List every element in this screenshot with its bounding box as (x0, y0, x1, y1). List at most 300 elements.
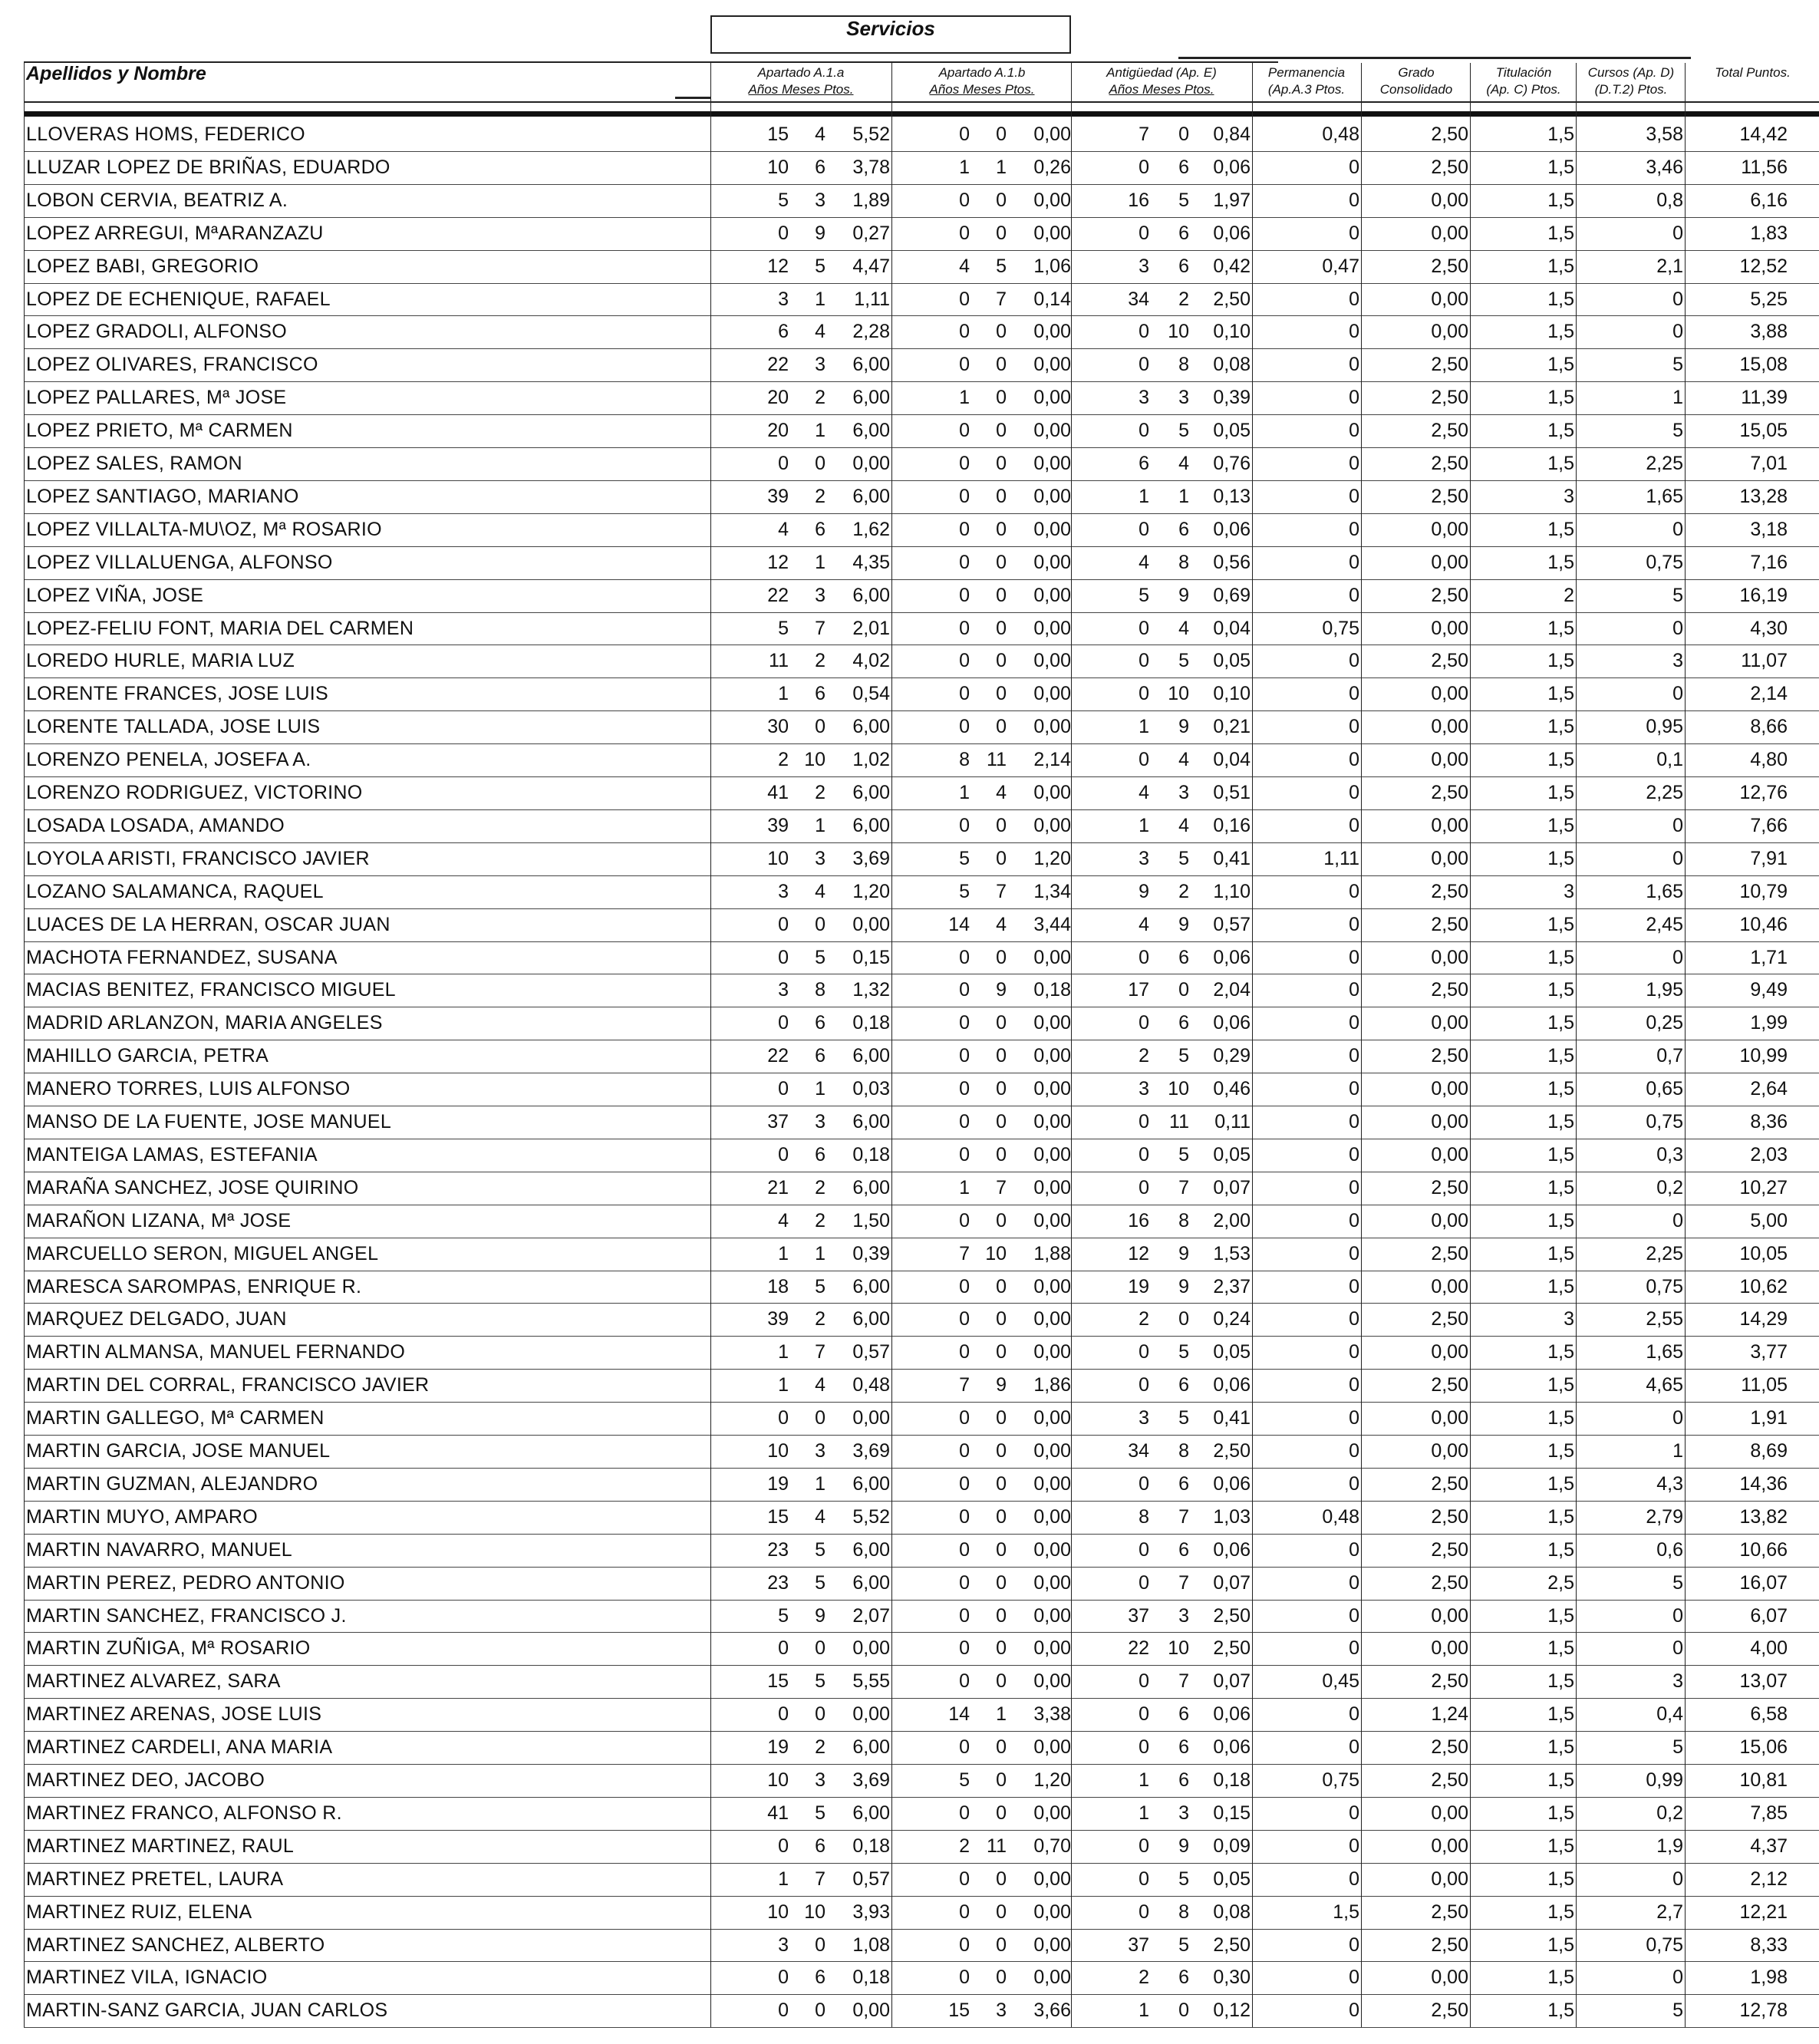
cell-a1a-months: 1 (815, 1242, 825, 1264)
cell-ant-years: 1 (1139, 485, 1149, 507)
cell-a1a-points: 0,18 (852, 1012, 890, 1034)
cell-a1a-years: 15 (767, 124, 789, 145)
cell-cursos: 3 (1672, 1670, 1683, 1693)
cell-cursos: 0 (1672, 617, 1683, 639)
table-row (0, 579, 1819, 612)
cell-cursos: 5 (1672, 1999, 1683, 2022)
cell-ant-months: 9 (1178, 913, 1189, 935)
cell-cursos: 0 (1672, 321, 1683, 343)
cell-grado: 0,00 (1431, 321, 1468, 343)
cell-grado: 2,50 (1431, 1308, 1468, 1330)
cell-cursos: 0 (1672, 1407, 1683, 1429)
cell-a1b-years: 0 (959, 1637, 970, 1660)
cell-permanencia: 0 (1349, 782, 1359, 803)
cell-a1b-points: 0,26 (1033, 156, 1071, 178)
cell-grado: 0,00 (1431, 1637, 1468, 1660)
cell-a1b-months: 0 (996, 1341, 1007, 1363)
col-permanencia-units: (Ap.A.3 Ptos. (1267, 82, 1346, 97)
cell-grado: 2,50 (1431, 1374, 1468, 1396)
cell-grado: 2,50 (1431, 913, 1468, 935)
cell-ant-years: 3 (1139, 1078, 1149, 1100)
cell-cursos: 0,2 (1656, 1176, 1683, 1198)
cell-a1a-points: 0,27 (852, 222, 890, 244)
row-name-cell: LLUZAR LOPEZ DE BRIÑAS, EDUARDO (26, 156, 390, 178)
table-row (0, 1172, 1819, 1205)
cell-a1a-years: 15 (767, 1670, 789, 1693)
cell-ant-years: 3 (1139, 255, 1149, 277)
cell-titulacion: 1,5 (1547, 1472, 1574, 1495)
cell-a1b-months: 3 (996, 1999, 1007, 2022)
cell-a1b-months: 11 (987, 1835, 1007, 1857)
cell-ant-months: 6 (1178, 518, 1189, 540)
cell-a1b-years: 0 (959, 650, 970, 672)
cell-total: 11,07 (1741, 650, 1788, 672)
cell-total: 16,19 (1739, 584, 1788, 606)
cell-a1b-points: 0,00 (1033, 1341, 1071, 1363)
cell-grado: 2,50 (1431, 1736, 1468, 1759)
cell-a1a-months: 4 (815, 880, 825, 902)
cell-ant-points: 0,06 (1213, 518, 1251, 540)
cell-permanencia: 0 (1349, 1440, 1359, 1462)
cell-grado: 0,00 (1431, 1440, 1468, 1462)
cell-a1a-months: 6 (815, 1012, 825, 1034)
cell-ant-years: 4 (1139, 913, 1149, 935)
cell-a1a-months: 4 (815, 321, 825, 343)
table-row (0, 1369, 1819, 1402)
cell-a1a-points: 1,50 (852, 1209, 890, 1231)
cell-ant-points: 0,18 (1213, 1769, 1251, 1791)
cell-ant-years: 3 (1139, 847, 1149, 869)
cell-ant-months: 6 (1178, 1967, 1189, 1989)
cell-total: 2,14 (1750, 683, 1788, 705)
row-name-cell: MARTINEZ FRANCO, ALFONSO R. (26, 1802, 342, 1824)
cell-cursos: 0 (1672, 847, 1683, 869)
cell-a1b-points: 0,00 (1033, 1868, 1071, 1890)
cell-a1b-months: 5 (996, 255, 1007, 277)
cell-a1b-years: 0 (959, 518, 970, 540)
cell-ant-years: 0 (1139, 354, 1149, 376)
cell-total: 12,21 (1739, 1901, 1788, 1923)
cell-a1a-points: 6,00 (852, 814, 890, 836)
col-cursos-units: (D.T.2) Ptos. (1594, 82, 1668, 97)
cell-a1a-years: 21 (767, 1176, 789, 1198)
cell-ant-years: 9 (1139, 880, 1149, 902)
cell-a1a-months: 2 (815, 387, 825, 409)
row-name-cell: MARTINEZ DEO, JACOBO (26, 1769, 265, 1791)
cell-cursos: 0,3 (1656, 1143, 1683, 1165)
cell-total: 1,98 (1750, 1967, 1788, 1989)
cell-cursos: 2,25 (1646, 782, 1683, 803)
cell-ant-points: 0,05 (1213, 650, 1251, 672)
cell-grado: 2,50 (1431, 1176, 1468, 1198)
cell-ant-years: 0 (1139, 1835, 1149, 1857)
table-row (0, 184, 1819, 217)
cell-ant-points: 0,06 (1213, 1374, 1251, 1396)
cell-grado: 2,50 (1431, 255, 1468, 277)
cell-ant-years: 12 (1128, 1242, 1149, 1264)
cell-grado: 2,50 (1431, 1670, 1468, 1693)
cell-a1b-months: 11 (987, 749, 1007, 771)
cell-ant-months: 10 (1168, 1637, 1189, 1660)
cell-titulacion: 1,5 (1547, 1012, 1574, 1034)
cell-ant-points: 0,04 (1213, 749, 1251, 771)
cell-total: 13,82 (1739, 1505, 1788, 1528)
cell-a1a-points: 6,00 (852, 584, 890, 606)
cell-a1a-points: 0,39 (852, 1242, 890, 1264)
table-row (0, 1665, 1819, 1698)
cell-a1a-months: 2 (815, 485, 825, 507)
cell-ant-years: 0 (1139, 1341, 1149, 1363)
cell-a1a-points: 1,02 (852, 749, 890, 771)
table-row (0, 743, 1819, 776)
table-row (0, 1073, 1819, 1106)
cell-a1b-months: 1 (996, 156, 1007, 178)
table-row (0, 381, 1819, 414)
cell-a1b-years: 0 (959, 1275, 970, 1297)
cell-ant-months: 8 (1178, 1209, 1189, 1231)
cell-titulacion: 1,5 (1547, 1341, 1574, 1363)
cell-a1a-points: 6,00 (852, 1736, 890, 1759)
cell-a1a-years: 0 (778, 1407, 789, 1429)
cell-ant-months: 6 (1178, 1472, 1189, 1495)
cell-grado: 0,00 (1431, 1209, 1468, 1231)
cell-a1b-points: 0,00 (1033, 716, 1071, 738)
cell-a1b-years: 0 (959, 1538, 970, 1561)
cell-permanencia: 0 (1349, 880, 1359, 902)
cell-ant-months: 4 (1178, 617, 1189, 639)
cell-a1b-years: 0 (959, 1209, 970, 1231)
cell-a1b-months: 0 (996, 354, 1007, 376)
cell-ant-points: 0,12 (1213, 1999, 1251, 2022)
cell-a1a-points: 4,35 (852, 551, 890, 573)
cell-a1a-points: 0,00 (852, 1703, 890, 1726)
cell-ant-points: 0,05 (1213, 1143, 1251, 1165)
cell-titulacion: 1,5 (1547, 1868, 1574, 1890)
cell-grado: 2,50 (1431, 1901, 1468, 1923)
cell-ant-years: 0 (1139, 1012, 1149, 1034)
cell-a1b-months: 7 (996, 1176, 1007, 1198)
cell-a1b-months: 0 (996, 1637, 1007, 1660)
cell-a1b-points: 0,00 (1033, 518, 1071, 540)
cell-a1a-years: 1 (778, 1868, 789, 1890)
row-name-cell: LOPEZ PALLARES, Mª JOSE (26, 387, 287, 409)
cell-cursos: 0,7 (1656, 1045, 1683, 1067)
cell-permanencia: 0,75 (1322, 1769, 1359, 1791)
cell-a1b-points: 1,34 (1033, 880, 1071, 902)
table-row (0, 1007, 1819, 1040)
cell-a1b-months: 0 (996, 1078, 1007, 1100)
cell-total: 15,06 (1739, 1736, 1788, 1759)
cell-cursos: 0,25 (1646, 1012, 1683, 1034)
cell-ant-years: 0 (1139, 1736, 1149, 1759)
column-divider (1470, 63, 1471, 2027)
cell-a1a-years: 4 (778, 1209, 789, 1231)
cell-a1a-points: 4,02 (852, 650, 890, 672)
cell-a1a-years: 3 (778, 288, 789, 310)
cell-total: 11,56 (1741, 156, 1788, 178)
row-name-cell: MARTIN NAVARRO, MANUEL (26, 1538, 292, 1561)
cell-ant-points: 0,16 (1213, 814, 1251, 836)
cell-a1b-months: 0 (996, 551, 1007, 573)
col-grado-units: Consolidado (1379, 82, 1453, 97)
cell-a1a-years: 12 (767, 551, 789, 573)
cell-ant-months: 7 (1178, 1176, 1189, 1198)
cell-a1b-points: 0,00 (1033, 1571, 1071, 1594)
cell-total: 4,37 (1750, 1835, 1788, 1857)
cell-a1b-points: 2,14 (1033, 749, 1071, 771)
cell-titulacion: 1,5 (1547, 1604, 1574, 1627)
cell-permanencia: 0 (1349, 1703, 1359, 1726)
table-row (0, 842, 1819, 875)
cell-ant-months: 5 (1178, 1045, 1189, 1067)
cell-permanencia: 0 (1349, 1472, 1359, 1495)
column-divider (1361, 63, 1362, 2027)
cell-ant-points: 0,51 (1213, 782, 1251, 803)
cell-titulacion: 1,5 (1547, 420, 1574, 442)
cell-ant-months: 7 (1178, 1571, 1189, 1594)
cell-a1a-years: 22 (767, 1045, 789, 1067)
cell-total: 11,39 (1741, 387, 1788, 409)
cell-grado: 0,00 (1431, 1078, 1468, 1100)
table-row (0, 1896, 1819, 1929)
cell-grado: 0,00 (1431, 716, 1468, 738)
cell-total: 15,05 (1739, 420, 1788, 442)
cell-titulacion: 1,5 (1547, 979, 1574, 1001)
cell-a1b-months: 0 (996, 222, 1007, 244)
row-name-cell: MARTIN-SANZ GARCIA, JUAN CARLOS (26, 1999, 388, 2022)
cell-permanencia: 0 (1349, 1604, 1359, 1627)
cell-cursos: 0 (1672, 288, 1683, 310)
cell-a1b-years: 0 (959, 1505, 970, 1528)
cell-ant-months: 2 (1178, 288, 1189, 310)
cell-ant-points: 0,06 (1213, 946, 1251, 968)
cell-ant-points: 1,53 (1213, 1242, 1251, 1264)
cell-a1b-points: 3,66 (1033, 1999, 1071, 2022)
cell-cursos: 0 (1672, 683, 1683, 705)
row-name-cell: LOPEZ GRADOLI, ALFONSO (26, 321, 288, 343)
cell-a1b-years: 14 (948, 1703, 970, 1726)
cell-a1a-months: 3 (815, 847, 825, 869)
cell-a1a-months: 5 (815, 946, 825, 968)
cell-ant-points: 0,07 (1213, 1670, 1251, 1693)
cell-ant-points: 2,37 (1213, 1275, 1251, 1297)
table-row (0, 1139, 1819, 1172)
cell-a1b-points: 0,00 (1033, 1111, 1071, 1132)
cell-cursos: 0,6 (1656, 1538, 1683, 1561)
cell-permanencia: 0 (1349, 1967, 1359, 1989)
cell-a1a-months: 9 (815, 1604, 825, 1627)
table-row (0, 1336, 1819, 1369)
cell-ant-years: 0 (1139, 1538, 1149, 1561)
cell-permanencia: 0 (1349, 354, 1359, 376)
cell-a1a-points: 3,78 (852, 156, 890, 178)
col-titulacion-units: (Ap. C) Ptos. (1486, 82, 1561, 97)
cell-total: 13,28 (1739, 485, 1788, 507)
cell-a1a-months: 0 (815, 913, 825, 935)
cell-a1a-months: 5 (815, 1275, 825, 1297)
cell-total: 8,33 (1750, 1934, 1788, 1956)
cell-grado: 2,50 (1431, 1472, 1468, 1495)
col-permanencia-title: Permanencia (1267, 65, 1346, 80)
cell-a1b-years: 1 (959, 1176, 970, 1198)
cell-a1a-years: 37 (767, 1111, 789, 1132)
cell-ant-years: 0 (1139, 946, 1149, 968)
cell-a1b-points: 0,18 (1033, 979, 1071, 1001)
cell-ant-points: 0,69 (1213, 584, 1251, 606)
cell-a1a-points: 1,62 (852, 518, 890, 540)
row-name-cell: MANSO DE LA FUENTE, JOSE MANUEL (26, 1111, 392, 1132)
cell-total: 10,81 (1739, 1769, 1788, 1791)
cell-a1b-years: 0 (959, 1308, 970, 1330)
cell-a1a-months: 6 (815, 1835, 825, 1857)
cell-permanencia: 0 (1349, 518, 1359, 540)
cell-ant-months: 11 (1169, 1111, 1189, 1132)
cell-permanencia: 0,45 (1322, 1670, 1359, 1693)
cell-a1b-points: 0,00 (1033, 1472, 1071, 1495)
cell-a1a-years: 5 (778, 189, 789, 211)
cell-ant-points: 0,06 (1213, 1703, 1251, 1726)
cell-ant-years: 2 (1139, 1308, 1149, 1330)
cell-ant-points: 0,57 (1213, 913, 1251, 935)
cell-a1a-months: 1 (815, 420, 825, 442)
cell-cursos: 1,95 (1646, 979, 1683, 1001)
cell-a1a-points: 0,00 (852, 1637, 890, 1660)
cell-a1b-months: 0 (996, 1111, 1007, 1132)
cell-ant-points: 2,00 (1213, 1209, 1251, 1231)
cell-grado: 0,00 (1431, 1111, 1468, 1132)
cell-a1b-months: 7 (996, 288, 1007, 310)
cell-ant-years: 1 (1139, 716, 1149, 738)
cell-a1b-years: 0 (959, 584, 970, 606)
table-row (0, 1402, 1819, 1435)
col-cursos-title: Cursos (Ap. D) (1587, 65, 1675, 80)
cell-a1a-years: 1 (778, 683, 789, 705)
cell-grado: 0,00 (1431, 1835, 1468, 1857)
cell-ant-years: 1 (1139, 1769, 1149, 1791)
cell-a1b-years: 0 (959, 453, 970, 474)
table-row (0, 1303, 1819, 1336)
table-row (0, 1468, 1819, 1501)
cell-grado: 0,00 (1431, 1341, 1468, 1363)
cell-a1a-points: 6,00 (852, 782, 890, 803)
cell-cursos: 5 (1672, 1736, 1683, 1759)
cell-cursos: 2,7 (1656, 1901, 1683, 1923)
table-row (0, 1271, 1819, 1304)
cell-ant-points: 2,04 (1213, 979, 1251, 1001)
cell-a1a-points: 6,00 (852, 1045, 890, 1067)
cell-cursos: 0,75 (1646, 1111, 1683, 1132)
cell-a1b-years: 2 (959, 1835, 970, 1857)
cell-cursos: 0,75 (1646, 1934, 1683, 1956)
cell-ant-years: 0 (1139, 1111, 1149, 1132)
cell-cursos: 0 (1672, 518, 1683, 540)
cell-a1a-months: 1 (815, 551, 825, 573)
cell-a1a-points: 0,18 (852, 1143, 890, 1165)
cell-grado: 0,00 (1431, 1407, 1468, 1429)
cell-grado: 2,50 (1431, 650, 1468, 672)
col-a1b-title: Apartado A.1.b (938, 65, 1026, 80)
cell-a1a-points: 6,00 (852, 354, 890, 376)
cell-titulacion: 1,5 (1547, 1999, 1574, 2022)
cell-cursos: 0 (1672, 814, 1683, 836)
cell-total: 10,62 (1739, 1275, 1788, 1297)
cell-a1b-years: 0 (959, 354, 970, 376)
table-row (0, 1238, 1819, 1271)
cell-a1b-points: 0,00 (1033, 189, 1071, 211)
row-name-cell: MARTIN GUZMAN, ALEJANDRO (26, 1472, 318, 1495)
cell-a1b-points: 3,44 (1033, 913, 1071, 935)
cell-cursos: 2,1 (1656, 255, 1683, 277)
cell-grado: 0,00 (1431, 617, 1468, 639)
cell-a1b-years: 0 (959, 1967, 970, 1989)
cell-ant-months: 5 (1178, 1143, 1189, 1165)
cell-total: 10,05 (1739, 1242, 1788, 1264)
cell-permanencia: 0 (1349, 1308, 1359, 1330)
cell-permanencia: 0 (1349, 1835, 1359, 1857)
cell-cursos: 0,65 (1646, 1078, 1683, 1100)
cell-a1a-years: 0 (778, 1835, 789, 1857)
cell-a1b-months: 0 (996, 683, 1007, 705)
cell-titulacion: 1,5 (1547, 354, 1574, 376)
row-name-cell: MARTIN ALMANSA, MANUEL FERNANDO (26, 1341, 406, 1363)
cell-ant-points: 0,84 (1213, 124, 1251, 145)
cell-a1a-years: 0 (778, 1143, 789, 1165)
cell-total: 6,07 (1750, 1604, 1788, 1627)
cell-total: 16,07 (1739, 1571, 1788, 1594)
cell-permanencia: 0 (1349, 1012, 1359, 1034)
table-row (0, 1698, 1819, 1731)
cell-permanencia: 1,11 (1323, 847, 1359, 869)
cell-a1b-points: 0,00 (1033, 617, 1071, 639)
cell-a1a-points: 2,07 (852, 1604, 890, 1627)
cell-ant-months: 0 (1178, 1308, 1189, 1330)
cell-cursos: 0,8 (1656, 189, 1683, 211)
cell-a1b-years: 0 (959, 222, 970, 244)
cell-ant-months: 6 (1178, 1769, 1189, 1791)
cell-ant-points: 0,07 (1213, 1176, 1251, 1198)
cell-permanencia: 0 (1349, 979, 1359, 1001)
cell-a1a-points: 1,08 (852, 1934, 890, 1956)
cell-ant-years: 2 (1139, 1045, 1149, 1067)
cell-total: 10,66 (1739, 1538, 1788, 1561)
cell-total: 1,99 (1750, 1012, 1788, 1034)
cell-cursos: 1,9 (1656, 1835, 1683, 1857)
cell-permanencia: 0 (1349, 1045, 1359, 1067)
cell-a1b-years: 0 (959, 1934, 970, 1956)
table-row (0, 283, 1819, 316)
cell-ant-points: 0,39 (1213, 387, 1251, 409)
row-name-cell: LOPEZ VILLALTA-MU\OZ, Mª ROSARIO (26, 518, 382, 540)
cell-ant-months: 10 (1168, 321, 1189, 343)
cell-a1b-months: 0 (996, 617, 1007, 639)
cell-a1a-months: 1 (815, 1078, 825, 1100)
cell-ant-months: 5 (1178, 189, 1189, 211)
cell-permanencia: 0 (1349, 1275, 1359, 1297)
cell-a1a-years: 0 (778, 453, 789, 474)
cell-ant-years: 0 (1139, 617, 1149, 639)
table-row (0, 1764, 1819, 1797)
cell-a1b-months: 0 (996, 1868, 1007, 1890)
cell-a1a-points: 0,57 (852, 1341, 890, 1363)
cell-a1a-years: 1 (778, 1242, 789, 1264)
cell-ant-years: 1 (1139, 1999, 1149, 2022)
cell-ant-points: 0,06 (1213, 1012, 1251, 1034)
cell-permanencia: 0 (1349, 1374, 1359, 1396)
cell-a1a-years: 4 (778, 518, 789, 540)
cell-titulacion: 1,5 (1547, 1242, 1574, 1264)
cell-a1a-years: 0 (778, 1967, 789, 1989)
cell-a1a-months: 2 (815, 1176, 825, 1198)
